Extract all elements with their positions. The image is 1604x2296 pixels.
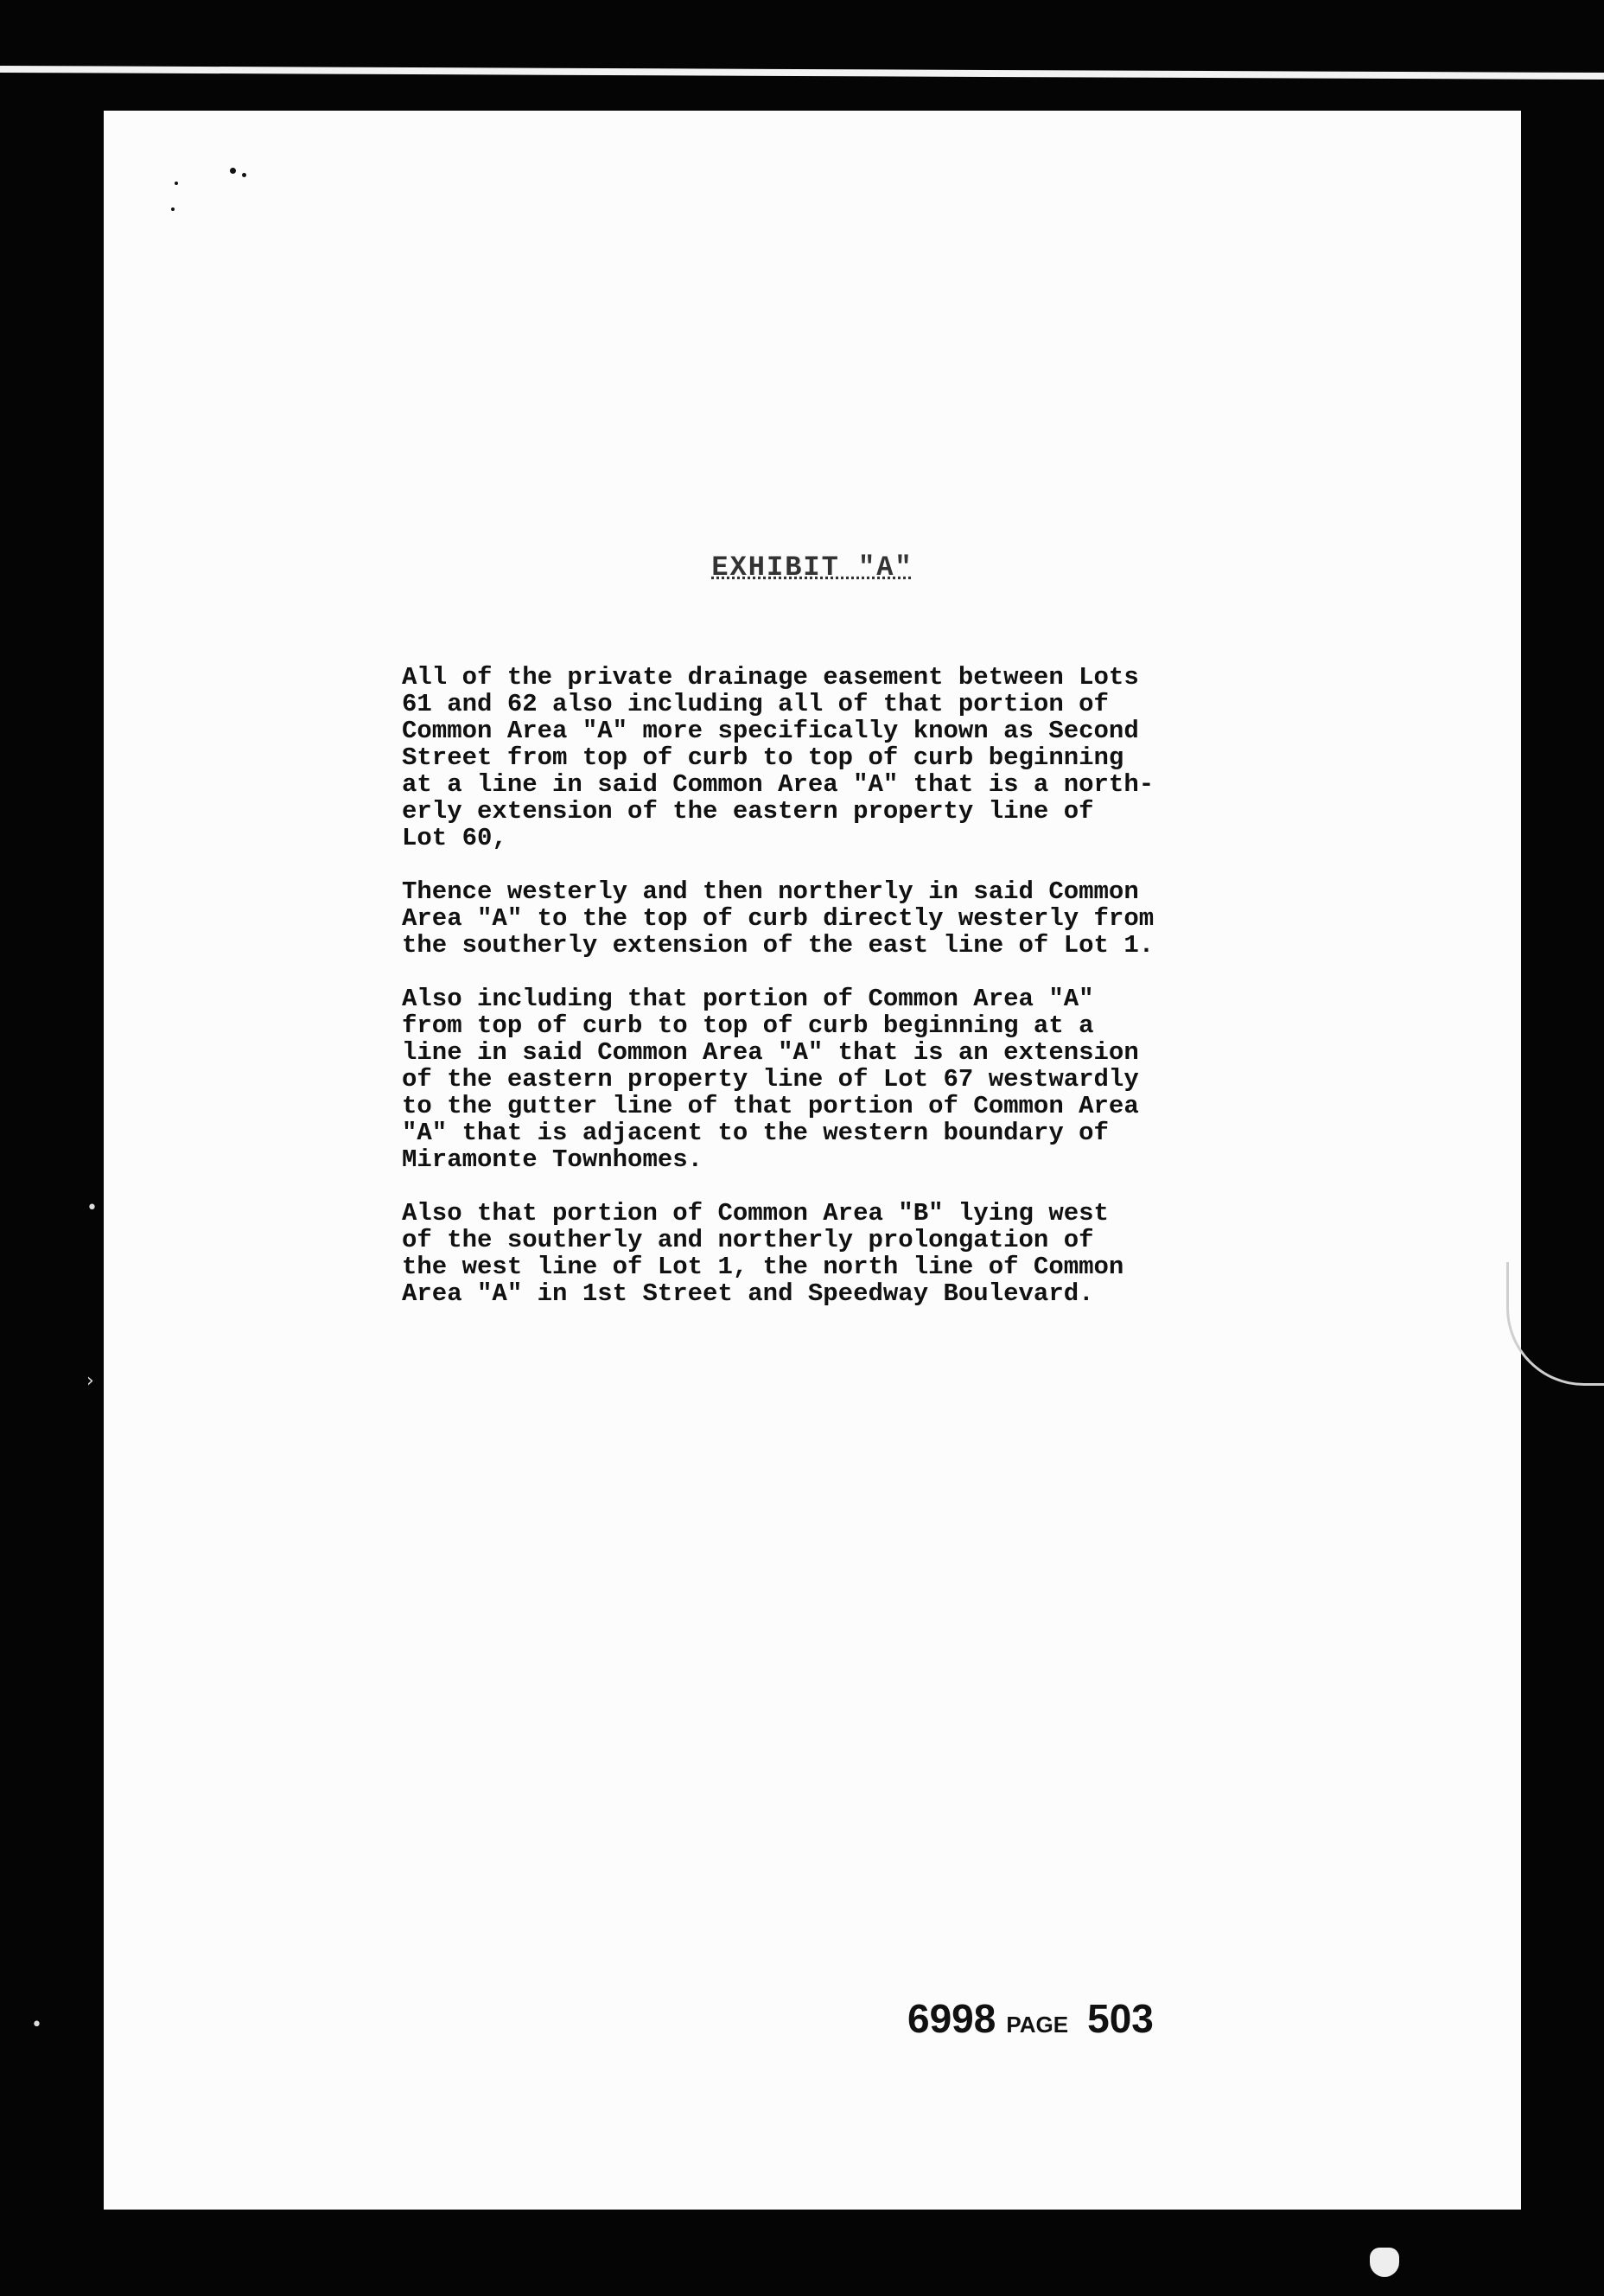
page-label: PAGE xyxy=(1006,2012,1069,2038)
paragraph-also-including: Also including that portion of Common Area "A" from top of curb to top of curb beginning at a line in said Common Area "A" that is an extension of the eastern property line of Lot 67 westwardly to the gutter line of that portion of Common Area "A" that is adjacent to the western boundary of Miramonte Townhomes. xyxy=(402,985,1139,1174)
paragraph-thence: Thence westerly and then northerly in said Common Area "A" to the top of curb directly westerly from the southerly extension of the east line of Lot 1. xyxy=(402,877,1155,960)
scan-speck xyxy=(175,182,178,185)
page-number: 503 xyxy=(1087,1996,1154,2041)
scan-edge-mark: • xyxy=(31,2014,42,2036)
scan-top-edge-line xyxy=(0,66,1604,80)
scan-edge-mark: • xyxy=(86,1197,98,1219)
book-number: 6998 xyxy=(907,1996,996,2041)
scan-edge-mark: › xyxy=(86,1370,94,1392)
scan-speck xyxy=(242,173,246,177)
scan-speck xyxy=(171,207,175,211)
document-page xyxy=(104,111,1521,2210)
document-title: EXHIBIT "A" xyxy=(711,552,913,584)
paragraph-common-area-b: Also that portion of Common Area "B" lying west of the southerly and northerly prolongation of the west line of Lot 1, the north line of Common Area "A" in 1st Street and Speedway Boulevard. xyxy=(402,1199,1124,1308)
paragraph-easement-description: All of the private drainage easement between Lots 61 and 62 also including all of that portion of Common Area "A" more specifically known as Second Street from top of curb to top of curb beginning at a line in said Common Area "A" that is a north- erly extension of the eastern property line of Lot 60, xyxy=(402,663,1155,852)
book-page-reference xyxy=(907,1995,1154,2042)
scan-speck xyxy=(230,168,236,174)
document-body xyxy=(402,664,1378,1334)
scan-blot xyxy=(1370,2248,1399,2277)
